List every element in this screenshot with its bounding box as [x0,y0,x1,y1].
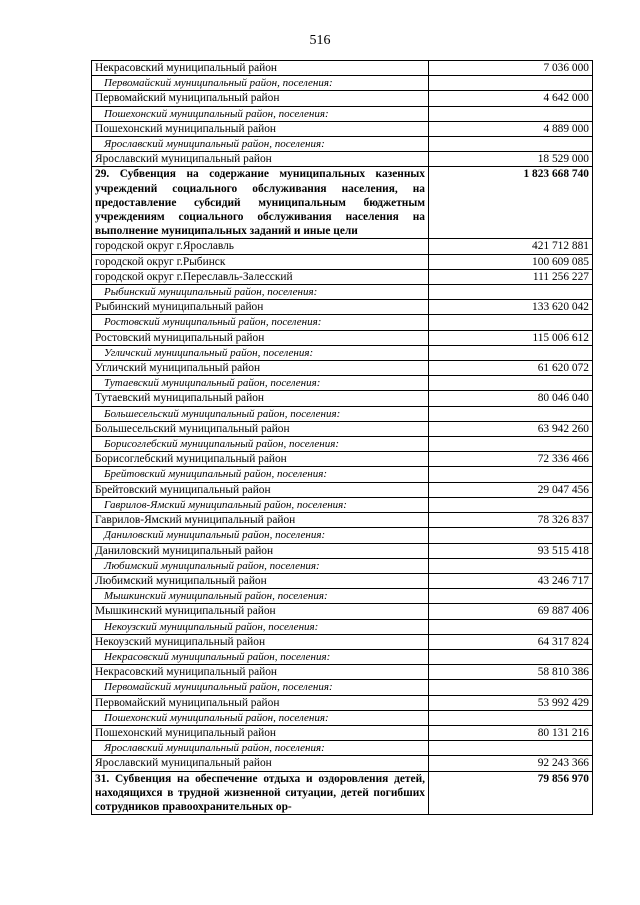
row-name: Ярославский муниципальный район [92,756,429,771]
row-name: Тутаевский муниципальный район [92,391,429,406]
row-amount [429,619,593,634]
row-amount: 69 887 406 [429,604,593,619]
row-name: Пошехонский муниципальный район, поселения: [92,106,429,121]
row-name: Ярославский муниципальный район [92,152,429,167]
row-amount [429,345,593,360]
table-row [92,391,593,406]
row-name: Даниловский муниципальный район [92,543,429,558]
settlements-subheading-row [92,497,593,512]
table-row [92,269,593,284]
settlements-subheading-row [92,285,593,300]
row-amount: 63 942 260 [429,421,593,436]
table-row [92,604,593,619]
row-amount: 4 889 000 [429,121,593,136]
row-name: городской округ г.Ярославль [92,239,429,254]
row-amount [429,741,593,756]
row-amount [429,467,593,482]
row-name: Брейтовский муниципальный район, поселения: [92,467,429,482]
table-row [92,152,593,167]
row-name: Первомайский муниципальный район, поселения: [92,680,429,695]
table-row [92,254,593,269]
row-name: Некрасовский муниципальный район [92,61,429,76]
row-amount [429,710,593,725]
settlements-subheading-row [92,406,593,421]
row-amount: 421 712 881 [429,239,593,254]
row-name: Любимский муниципальный район [92,573,429,588]
row-amount: 72 336 466 [429,452,593,467]
row-name: Первомайский муниципальный район [92,695,429,710]
row-amount: 29 047 456 [429,482,593,497]
row-name: Гаврилов-Ямский муниципальный район, поселения: [92,497,429,512]
settlements-subheading-row [92,558,593,573]
settlements-subheading-row [92,528,593,543]
row-amount: 93 515 418 [429,543,593,558]
table-row [92,300,593,315]
budget-table [91,60,593,815]
row-name: Пошехонский муниципальный район, поселения: [92,710,429,725]
row-amount [429,680,593,695]
row-name: Большесельский муниципальный район [92,421,429,436]
table-row [92,91,593,106]
row-amount [429,558,593,573]
row-amount: 80 131 216 [429,725,593,740]
row-amount [429,106,593,121]
row-amount: 92 243 366 [429,756,593,771]
row-name: Гаврилов-Ямский муниципальный район [92,513,429,528]
row-amount: 64 317 824 [429,634,593,649]
row-amount [429,528,593,543]
settlements-subheading-row [92,315,593,330]
row-amount: 115 006 612 [429,330,593,345]
row-name: Угличский муниципальный район, поселения: [92,345,429,360]
settlements-subheading-row [92,680,593,695]
row-amount: 53 992 429 [429,695,593,710]
row-amount [429,497,593,512]
row-amount: 58 810 386 [429,665,593,680]
row-name: Некоузский муниципальный район [92,634,429,649]
row-amount: 1 823 668 740 [429,167,593,239]
row-name: Брейтовский муниципальный район [92,482,429,497]
row-name: Мышкинский муниципальный район, поселения: [92,589,429,604]
page-number: 516 [309,33,331,48]
row-name: Некрасовский муниципальный район, поселения: [92,649,429,664]
row-amount [429,285,593,300]
row-name: Рыбинский муниципальный район, поселения: [92,285,429,300]
row-amount: 133 620 042 [429,300,593,315]
row-name: городской округ г.Переславль-Залесский [92,269,429,284]
table-row [92,421,593,436]
row-amount: 7 036 000 [429,61,593,76]
row-amount: 100 609 085 [429,254,593,269]
table-row [92,543,593,558]
table-row [92,330,593,345]
row-name: Ростовский муниципальный район, поселения: [92,315,429,330]
row-name: 29. Субвенция на содержание муниципальных казенных учреждений социального обслуживания населения, на предоставление субсидий муниципальным бюджетным учреждениям социального обслуживания населения на выполнение муниципальных заданий и иные цели [92,167,429,239]
row-amount [429,137,593,152]
table-row [92,695,593,710]
row-name: Борисоглебский муниципальный район [92,452,429,467]
row-amount [429,437,593,452]
row-name: Ярославский муниципальный район, поселения: [92,137,429,152]
row-amount [429,649,593,664]
table-row [92,61,593,76]
row-name: Ярославский муниципальный район, поселения: [92,741,429,756]
row-name: Пошехонский муниципальный район [92,121,429,136]
row-name: Угличский муниципальный район [92,361,429,376]
row-name: Пошехонский муниципальный район [92,725,429,740]
row-name: Ростовский муниципальный район [92,330,429,345]
table-row [92,361,593,376]
row-name: 31. Субвенция на обеспечение отдыха и оздоровления детей, находящихся в трудной жизненной ситуации, детей погибших сотрудников правоохранительных ор- [92,771,429,815]
row-amount: 4 642 000 [429,91,593,106]
row-amount: 61 620 072 [429,361,593,376]
row-name: Мышкинский муниципальный район [92,604,429,619]
row-name: Некрасовский муниципальный район [92,665,429,680]
row-amount: 78 326 837 [429,513,593,528]
row-name: Большесельский муниципальный район, поселения: [92,406,429,421]
section-heading-row [92,771,593,815]
settlements-subheading-row [92,589,593,604]
settlements-subheading-row [92,741,593,756]
settlements-subheading-row [92,76,593,91]
row-amount: 43 246 717 [429,573,593,588]
row-amount: 18 529 000 [429,152,593,167]
table-row [92,482,593,497]
row-name: Даниловский муниципальный район, поселения: [92,528,429,543]
table-row [92,725,593,740]
table-row [92,452,593,467]
table-row [92,573,593,588]
section-heading-row [92,167,593,239]
table-row [92,665,593,680]
row-amount [429,589,593,604]
row-amount: 79 856 970 [429,771,593,815]
settlements-subheading-row [92,376,593,391]
settlements-subheading-row [92,467,593,482]
row-name: городской округ г.Рыбинск [92,254,429,269]
row-name: Первомайский муниципальный район, поселения: [92,76,429,91]
settlements-subheading-row [92,710,593,725]
row-amount [429,76,593,91]
row-name: Борисоглебский муниципальный район, поселения: [92,437,429,452]
row-name: Тутаевский муниципальный район, поселения: [92,376,429,391]
row-name: Некоузский муниципальный район, поселения: [92,619,429,634]
table-row [92,121,593,136]
row-amount [429,406,593,421]
row-amount: 80 046 040 [429,391,593,406]
settlements-subheading-row [92,649,593,664]
table-row [92,756,593,771]
row-name: Рыбинский муниципальный район [92,300,429,315]
row-amount: 111 256 227 [429,269,593,284]
row-name: Любимский муниципальный район, поселения: [92,558,429,573]
budget-table-body [92,61,593,815]
settlements-subheading-row [92,345,593,360]
table-row [92,634,593,649]
row-amount [429,315,593,330]
row-name: Первомайский муниципальный район [92,91,429,106]
settlements-subheading-row [92,437,593,452]
table-row [92,239,593,254]
row-amount [429,376,593,391]
table-row [92,513,593,528]
settlements-subheading-row [92,619,593,634]
settlements-subheading-row [92,137,593,152]
settlements-subheading-row [92,106,593,121]
